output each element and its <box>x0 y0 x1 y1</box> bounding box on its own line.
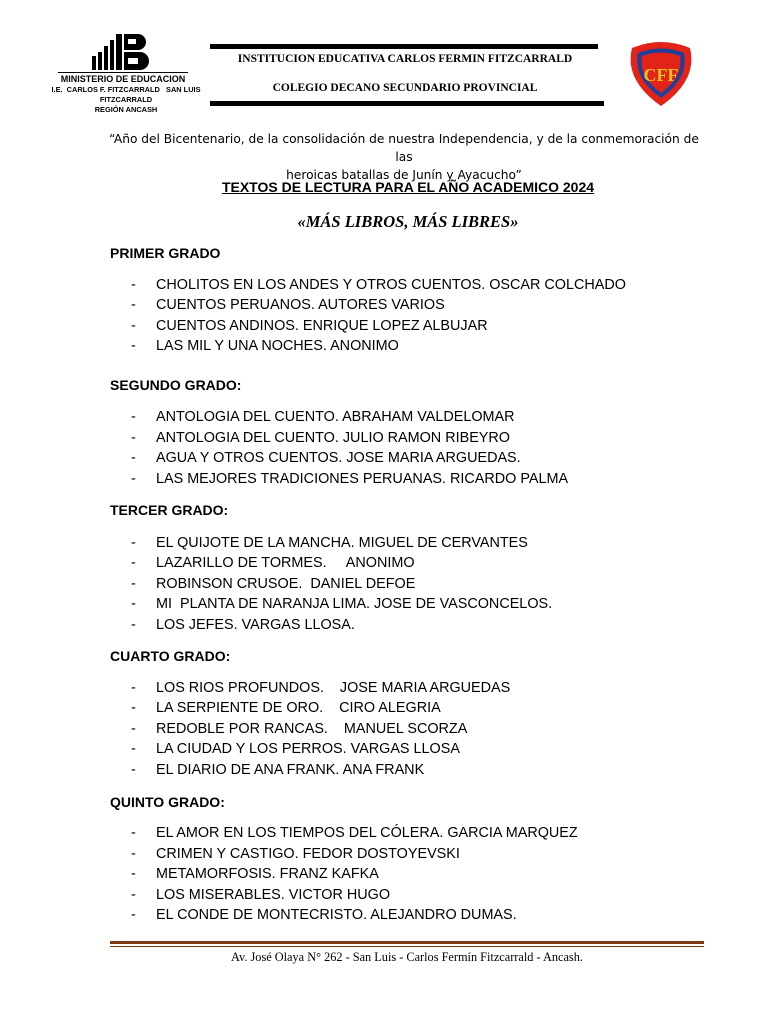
book-title: REDOBLE POR RANCAS. MANUEL SCORZA <box>156 721 468 737</box>
book-title: MI PLANTA DE NARANJA LIMA. JOSE DE VASCONCELOS. <box>156 596 553 612</box>
footer-address: Av. José Olaya N° 262 - San Luis - Carlos Fermín Fitzcarrald - Ancash. <box>231 950 583 964</box>
footer-rule-thin <box>110 946 704 947</box>
book-title: EL QUIJOTE DE LA MANCHA. MIGUEL DE CERVANTES <box>156 535 528 551</box>
grade-heading: SEGUNDO GRADO: <box>110 377 242 393</box>
header-rule-bottom <box>210 101 604 106</box>
bullet: - <box>131 700 136 716</box>
book-title: CUENTOS PERUANOS. AUTORES VARIOS <box>156 297 445 313</box>
bullet: - <box>131 409 136 425</box>
book-title: AGUA Y OTROS CUENTOS. JOSE MARIA ARGUEDAS. <box>156 450 521 466</box>
bullet: - <box>131 887 136 903</box>
bullet: - <box>131 680 136 696</box>
book-title: ANTOLOGIA DEL CUENTO. ABRAHAM VALDELOMAR <box>156 409 515 425</box>
bullet: - <box>131 576 136 592</box>
bullet: - <box>131 907 136 923</box>
book-title: CHOLITOS EN LOS ANDES Y OTROS CUENTOS. OSCAR COLCHADO <box>156 277 626 293</box>
bullet: - <box>131 297 136 313</box>
school-line-1: I.E. CARLOS F. FITZCARRALD SAN LUIS <box>51 85 201 94</box>
book-title: LA CIUDAD Y LOS PERROS. VARGAS LLOSA <box>156 741 460 757</box>
grade-heading: CUARTO GRADO: <box>110 648 231 664</box>
bullet: - <box>131 471 136 487</box>
school-emblem-icon <box>626 40 696 108</box>
book-title: CRIMEN Y CASTIGO. FEDOR DOSTOYEVSKI <box>156 846 460 862</box>
ministry-logo-icon <box>92 32 158 70</box>
institution-subtitle: COLEGIO DECANO SECUNDARIO PROVINCIAL <box>272 82 538 94</box>
bullet: - <box>131 762 136 778</box>
bullet: - <box>131 721 136 737</box>
book-title: EL AMOR EN LOS TIEMPOS DEL CÓLERA. GARCIA MARQUEZ <box>156 825 578 841</box>
book-title: LAS MEJORES TRADICIONES PERUANAS. RICARDO PALMA <box>156 471 569 487</box>
bullet: - <box>131 430 136 446</box>
bullet: - <box>131 617 136 633</box>
book-title: ANTOLOGIA DEL CUENTO. JULIO RAMON RIBEYRO <box>156 430 510 446</box>
grade-heading: TERCER GRADO: <box>110 502 229 518</box>
bullet: - <box>131 555 136 571</box>
book-title: ROBINSON CRUSOE. DANIEL DEFOE <box>156 576 416 592</box>
book-title: LAZARILLO DE TORMES. ANONIMO <box>156 555 415 571</box>
bullet: - <box>131 277 136 293</box>
school-info <box>36 85 216 115</box>
motto-line-1: “Año del Bicentenario, de la consolidación de nuestra Independencia, y de la conmemoración de las <box>109 132 699 164</box>
book-title: LA SERPIENTE DE ORO. CIRO ALEGRIA <box>156 700 441 716</box>
bullet: - <box>131 846 136 862</box>
bullet: - <box>131 318 136 334</box>
school-line-2: FITZCARRALD <box>99 95 153 104</box>
school-line-3: REGIÓN ANCASH <box>94 105 158 114</box>
bullet: - <box>131 450 136 466</box>
book-title: METAMORFOSIS. FRANZ KAFKA <box>156 866 379 882</box>
grade-heading: QUINTO GRADO: <box>110 794 225 810</box>
year-motto <box>100 130 708 184</box>
bullet: - <box>131 535 136 551</box>
motto-line-2: heroicas batallas de Junín y Ayacucho” <box>286 168 522 182</box>
bullet: - <box>131 825 136 841</box>
bullet: - <box>131 596 136 612</box>
book-title: CUENTOS ANDINOS. ENRIQUE LOPEZ ALBUJAR <box>156 318 488 334</box>
bullet: - <box>131 866 136 882</box>
book-title: LAS MIL Y UNA NOCHES. ANONIMO <box>156 338 399 354</box>
header-rule-top <box>210 44 598 49</box>
book-title: LOS JEFES. VARGAS LLOSA. <box>156 617 355 633</box>
slogan: «MÁS LIBROS, MÁS LIBRES» <box>297 212 519 231</box>
book-title: EL CONDE DE MONTECRISTO. ALEJANDRO DUMAS. <box>156 907 517 923</box>
book-title: LOS RIOS PROFUNDOS. JOSE MARIA ARGUEDAS <box>156 680 511 696</box>
bullet: - <box>131 338 136 354</box>
footer-rule <box>110 941 704 944</box>
ministry-name: MINISTERIO DE EDUCACION <box>58 72 188 84</box>
document-title: TEXTOS DE LECTURA PARA EL AÑO ACADEMICO 2024 <box>221 179 595 195</box>
book-title: LOS MISERABLES. VICTOR HUGO <box>156 887 391 903</box>
bullet: - <box>131 741 136 757</box>
book-title: EL DIARIO DE ANA FRANK. ANA FRANK <box>156 762 425 778</box>
grade-heading: PRIMER GRADO <box>110 245 221 261</box>
institution-name: INSTITUCION EDUCATIVA CARLOS FERMIN FITZCARRALD <box>237 53 573 65</box>
emblem-letters: CFF <box>643 65 679 85</box>
